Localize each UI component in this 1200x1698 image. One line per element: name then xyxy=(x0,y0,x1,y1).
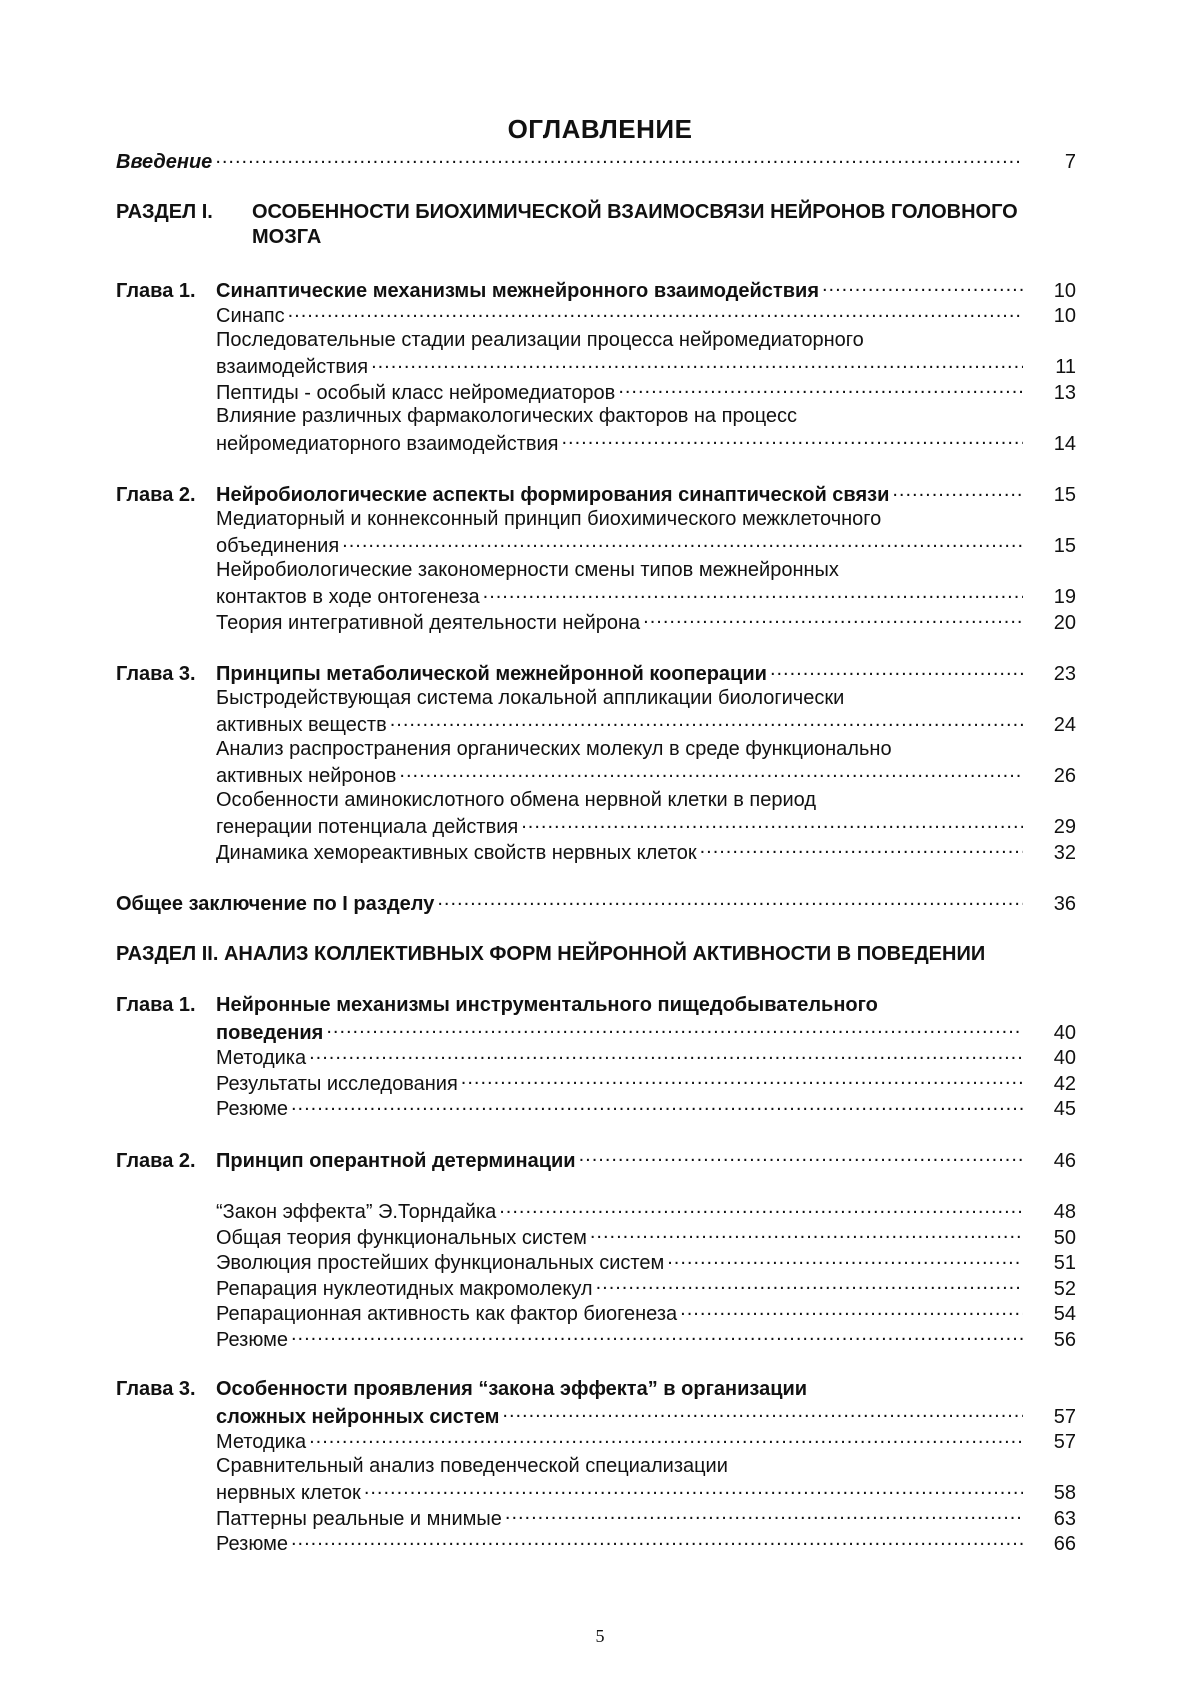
toc-entry-text-line1: Особенности аминокислотного обмена нервной клетки в период xyxy=(216,788,817,811)
section-heading-2: РАЗДЕЛ II. АНАЛИЗ КОЛЛЕКТИВНЫХ ФОРМ НЕЙРОННОЙ АКТИВНОСТИ В ПОВЕДЕНИИ xyxy=(116,942,986,965)
leader-dots xyxy=(499,1198,1023,1218)
toc-entry[interactable] xyxy=(116,1403,1076,1429)
leader-dots xyxy=(667,1249,1023,1269)
toc-entry-text: Общая теория функциональных систем xyxy=(216,1226,587,1249)
chapter-label: Глава 2. xyxy=(116,484,196,506)
toc-entry-text: взаимодействия xyxy=(216,356,369,378)
toc-page-number: 48 xyxy=(1053,1201,1076,1223)
toc-entry-text: активных веществ xyxy=(216,714,387,736)
toc-entry-text: нервных клеток xyxy=(216,1482,361,1504)
toc-page-number: 29 xyxy=(1053,816,1076,838)
toc-page-number: 10 xyxy=(1053,279,1076,302)
toc-entry-text: активных нейронов xyxy=(216,765,397,787)
leader-dots xyxy=(596,1275,1023,1295)
toc-entry-text-line1: Быстродействующая система локальной аппликации биологически xyxy=(216,686,845,709)
toc-chapter-2-2[interactable] xyxy=(116,1147,1076,1173)
leader-dots xyxy=(483,583,1023,603)
toc-page-number: 40 xyxy=(1053,1021,1076,1044)
leader-dots xyxy=(521,813,1023,833)
toc-page-number: 57 xyxy=(1053,1431,1076,1453)
chapter-title-line1: Особенности проявления “закона эффекта” в организации xyxy=(216,1378,808,1400)
toc-page-number: 56 xyxy=(1053,1328,1076,1351)
leader-dots xyxy=(770,660,1023,680)
leader-dots xyxy=(215,148,1023,168)
chapter-title: Нейробиологические аспекты формирования синаптической связи xyxy=(216,484,890,506)
toc-entry-text-line1: Сравнительный анализ поведенческой специализации xyxy=(216,1454,728,1477)
toc-entry-text: Результаты исследования xyxy=(216,1072,458,1095)
leader-dots xyxy=(892,481,1023,501)
toc-page-number: 66 xyxy=(1053,1533,1076,1555)
toc-page-number: 26 xyxy=(1053,765,1076,787)
leader-dots xyxy=(390,711,1023,731)
toc-entry[interactable] xyxy=(116,1224,1076,1250)
leader-dots xyxy=(291,1095,1023,1115)
toc-entry-text: Общее заключение по I разделу xyxy=(116,893,435,915)
toc-entry-text: Методика xyxy=(216,1047,307,1069)
toc-entry-text: Резюме xyxy=(216,1328,288,1351)
toc-entry-text: Пептиды - особый класс нейромедиаторов xyxy=(216,381,616,404)
chapter-label: Глава 2. xyxy=(116,1149,196,1172)
toc-entry[interactable] xyxy=(116,813,1076,839)
toc-page-number: 15 xyxy=(1053,484,1076,506)
toc-page-number: 23 xyxy=(1053,663,1076,685)
toc-entry-text: Эволюция простейших функциональных систем xyxy=(216,1252,665,1274)
leader-dots xyxy=(342,532,1023,552)
chapter-title: Синаптические механизмы межнейронного взаимодействия xyxy=(216,279,819,302)
leader-dots xyxy=(561,430,1023,450)
toc-entry-text-line1: Влияние различных фармакологических факторов на процесс xyxy=(216,405,798,427)
toc-chapter-1-3[interactable] xyxy=(116,660,1076,686)
toc-entry[interactable] xyxy=(116,1019,1076,1045)
toc-page-number: 46 xyxy=(1053,1149,1076,1172)
toc-entry[interactable] xyxy=(116,353,1076,379)
toc-page-number: 32 xyxy=(1053,841,1076,864)
leader-dots xyxy=(590,1224,1023,1244)
leader-dots xyxy=(309,1044,1023,1064)
section-heading-1 xyxy=(116,200,1076,251)
leader-dots xyxy=(579,1147,1023,1167)
toc-page-number: 40 xyxy=(1053,1047,1076,1069)
toc-chapter-1-1[interactable] xyxy=(116,277,1076,303)
toc-chapter-1-2[interactable] xyxy=(116,481,1076,507)
toc-page-number: 7 xyxy=(1064,151,1076,173)
toc-page-number: 11 xyxy=(1055,356,1076,378)
toc-entry[interactable] xyxy=(116,1326,1076,1352)
toc-entry[interactable] xyxy=(116,1095,1076,1121)
leader-dots xyxy=(437,890,1023,910)
leader-dots xyxy=(822,277,1023,297)
toc-entry[interactable] xyxy=(116,1070,1076,1096)
toc-entry-text: Введение xyxy=(116,151,213,173)
toc-entry[interactable] xyxy=(116,839,1076,865)
chapter-label: Глава 3. xyxy=(116,663,196,685)
chapter-label: Глава 1. xyxy=(116,279,196,302)
chapter-label: Глава 3. xyxy=(116,1378,196,1400)
toc-page-number: 58 xyxy=(1053,1482,1076,1504)
toc-entry-text: контактов в ходе онтогенеза xyxy=(216,586,480,608)
toc-entry[interactable] xyxy=(116,762,1076,788)
leader-dots xyxy=(291,1326,1023,1346)
toc-page-number: 20 xyxy=(1053,611,1076,634)
toc-entry-conclusion[interactable] xyxy=(116,890,1076,916)
toc-chapter-2-1[interactable] xyxy=(116,993,1076,1019)
leader-dots xyxy=(680,1300,1023,1320)
section-label: РАЗДЕЛ I. xyxy=(116,200,213,223)
toc-entry-text: Паттерны реальные и мнимые xyxy=(216,1507,502,1530)
toc-page-number: 50 xyxy=(1053,1226,1076,1249)
chapter-title: Принципы метаболической межнейронной кооперации xyxy=(216,663,767,685)
toc-page-number: 52 xyxy=(1053,1277,1076,1300)
toc-entry[interactable] xyxy=(116,609,1076,635)
toc-entry-text: Динамика хемореактивных свойств нервных клеток xyxy=(216,841,697,864)
toc-entry[interactable] xyxy=(116,1249,1076,1275)
page-number-footer: 5 xyxy=(595,1626,605,1646)
toc-entry-text: объединения xyxy=(216,535,340,557)
chapter-label: Глава 1. xyxy=(116,994,196,1016)
toc-page-number: 54 xyxy=(1053,1303,1076,1325)
toc-entry-text: Репарация нуклеотидных макромолекул xyxy=(216,1277,593,1300)
toc-entry[interactable] xyxy=(116,583,1076,609)
leader-dots xyxy=(700,839,1023,859)
toc-entry-text: Резюме xyxy=(216,1098,288,1120)
toc-page-number: 24 xyxy=(1053,714,1076,736)
toc-page-number: 36 xyxy=(1053,893,1076,915)
section-title: ОСОБЕННОСТИ БИОХИМИЧЕСКОЙ ВЗАИМОСВЯЗИ НЕЙРОНОВ ГОЛОВНОГО МОЗГА xyxy=(252,200,1018,248)
leader-dots xyxy=(399,762,1023,782)
toc-page-number: 57 xyxy=(1053,1405,1076,1428)
toc-page-number: 51 xyxy=(1053,1252,1076,1274)
toc-entry[interactable] xyxy=(116,1198,1076,1224)
leader-dots xyxy=(288,302,1023,322)
toc-page-number: 42 xyxy=(1053,1072,1076,1095)
toc-entry-text: Резюме xyxy=(216,1533,288,1555)
toc-page-number: 45 xyxy=(1053,1098,1076,1120)
chapter-title-line2: поведения xyxy=(216,1021,324,1044)
leader-dots xyxy=(643,609,1023,629)
toc-entry[interactable] xyxy=(116,1300,1076,1326)
toc-entry[interactable] xyxy=(116,532,1076,558)
leader-dots xyxy=(364,1479,1023,1499)
toc-chapter-2-3[interactable] xyxy=(116,1377,1076,1403)
toc-entry-text: Теория интегративной деятельности нейрона xyxy=(216,611,641,634)
toc-entry[interactable] xyxy=(116,1505,1076,1531)
chapter-title-line1: Нейронные механизмы инструментального пищедобывательного xyxy=(216,994,878,1016)
leader-dots xyxy=(461,1070,1023,1090)
toc-entry-text: Репарационная активность как фактор биогенеза xyxy=(216,1303,678,1325)
toc-page-number: 19 xyxy=(1053,586,1076,608)
toc-entry[interactable] xyxy=(116,1479,1076,1505)
toc-entry[interactable] xyxy=(116,430,1076,456)
chapter-title-line2: сложных нейронных систем xyxy=(216,1405,500,1428)
toc-entry[interactable] xyxy=(116,1428,1076,1454)
toc-page-number: 13 xyxy=(1053,381,1076,404)
table-of-contents xyxy=(116,148,1076,1556)
toc-page-number: 14 xyxy=(1053,432,1076,455)
toc-entry-text: генерации потенциала действия xyxy=(216,816,519,838)
toc-entry[interactable] xyxy=(116,1275,1076,1301)
toc-entry[interactable] xyxy=(116,1530,1076,1556)
toc-entry-text: нейромедиаторного взаимодействия xyxy=(216,432,559,455)
leader-dots xyxy=(505,1505,1023,1525)
page-title: ОГЛАВЛЕНИЕ xyxy=(507,114,693,144)
toc-entry-intro[interactable] xyxy=(116,148,1076,174)
leader-dots xyxy=(291,1530,1023,1550)
toc-page-number: 10 xyxy=(1053,305,1076,327)
toc-entry[interactable] xyxy=(116,1044,1076,1070)
toc-entry-text-line1: Нейробиологические закономерности смены типов межнейронных xyxy=(216,558,839,581)
chapter-title: Принцип оперантной детерминации xyxy=(216,1149,576,1172)
leader-dots xyxy=(618,379,1023,399)
toc-page-number: 15 xyxy=(1053,535,1076,557)
toc-entry-text: Методика xyxy=(216,1431,307,1453)
toc-entry[interactable] xyxy=(116,379,1076,405)
toc-entry-text: “Закон эффекта” Э.Торндайка xyxy=(216,1201,497,1223)
toc-entry[interactable] xyxy=(116,302,1076,328)
leader-dots xyxy=(326,1019,1023,1039)
toc-entry-text: Синапс xyxy=(216,305,285,327)
leader-dots xyxy=(371,353,1023,373)
toc-entry-text-line1: Медиаторный и коннексонный принцип биохимического межклеточного xyxy=(216,507,882,530)
toc-page-number: 63 xyxy=(1053,1507,1076,1530)
toc-entry-text-line1: Анализ распространения органических молекул в среде функционально xyxy=(216,737,892,760)
leader-dots xyxy=(309,1428,1023,1448)
toc-entry[interactable] xyxy=(116,711,1076,737)
leader-dots xyxy=(502,1403,1023,1423)
toc-entry-text-line1: Последовательные стадии реализации процесса нейромедиаторного xyxy=(216,328,864,351)
